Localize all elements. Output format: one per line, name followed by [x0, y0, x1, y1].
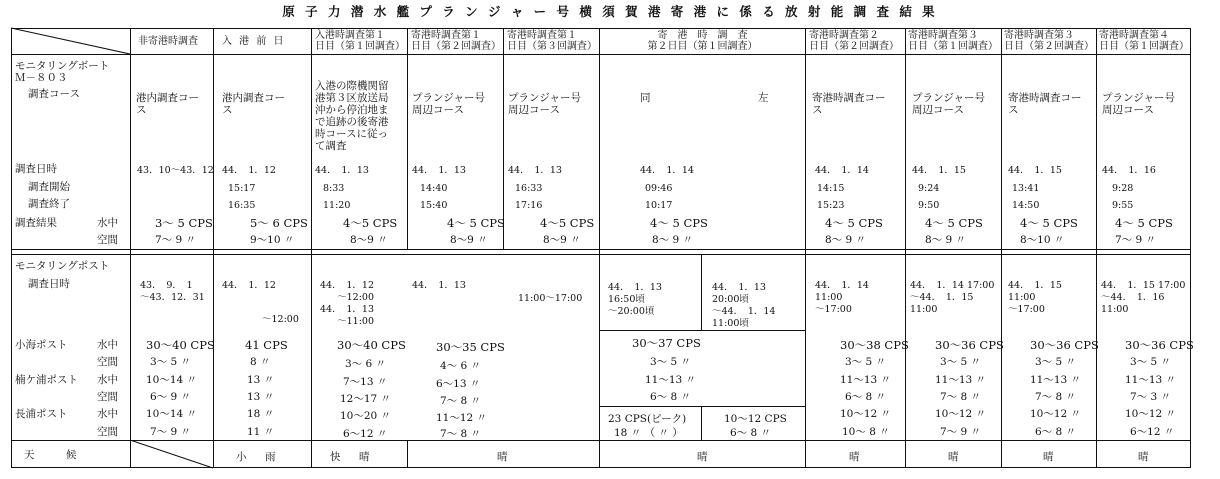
- col-line: [130, 28, 131, 468]
- koumi-water-col1: 30～40 CPS: [146, 338, 215, 352]
- naga-air-col3: 6～12 〃: [343, 428, 388, 440]
- end-col5: 17:16: [515, 200, 543, 211]
- air-col7: 8～ 9 〃: [825, 234, 867, 246]
- col6-left-peak: 23 CPS(ピーク): [608, 413, 687, 425]
- col-line: [213, 28, 214, 468]
- post-kusu-air: 空間: [97, 391, 118, 403]
- weather-col7: 晴: [849, 451, 860, 463]
- date-col4: 44． 1．13: [412, 165, 466, 176]
- end-col8: 9:50: [918, 200, 940, 211]
- end-col4: 15:40: [420, 200, 448, 211]
- course-col6-left: 左: [758, 92, 769, 104]
- kusu-water-col2: 13 〃: [247, 374, 275, 386]
- col6-right-water: 10～12 CPS: [724, 413, 787, 425]
- boat-label: モニタリングボート: [15, 60, 110, 72]
- weather-col3: 快 晴: [330, 451, 374, 463]
- end-col7: 15:23: [817, 200, 845, 211]
- start-col2: 15:17: [228, 183, 256, 194]
- col-line: [701, 406, 702, 440]
- air-col5: 8～9 〃: [543, 234, 581, 246]
- post-date-col4-time: 11:00～17:00: [518, 293, 583, 304]
- koumi-water-col4: 30～35 CPS: [436, 340, 505, 354]
- post-date-label: 調査日時: [28, 278, 70, 290]
- header-col9: 寄港時調査第３ 日目（第２回調査）: [1004, 30, 1094, 52]
- start-col5: 16:33: [515, 183, 543, 194]
- course-col1: 港内調査コー ス: [136, 92, 199, 116]
- course-col7: 寄港時調査コー ス: [812, 92, 886, 116]
- kusu-water-col3: 7～13 〃: [343, 376, 388, 388]
- result-label: 調査結果: [15, 217, 57, 229]
- weather-col9: 晴: [1043, 451, 1054, 463]
- post-date-col4-date: 44． 1．13: [412, 280, 466, 291]
- koumi-air-col1: 3～ 5 〃: [150, 356, 192, 368]
- post-koumi-water: 水中: [97, 339, 118, 351]
- col-line: [1001, 28, 1002, 468]
- document-title: 原 子 力 潜 水 艦 プ ラ ン ジ ャ ー 号 横 須 賀 港 寄 港 に 係 る 放 射 能 調 査 結 果: [282, 4, 938, 19]
- post-date-col8: 44． 1．14 17:00 ～44． 1．15 11:00: [910, 280, 995, 315]
- koumi-air-col6: 3～ 5 〃: [650, 356, 692, 368]
- kusu-water-col1: 10～14 〃: [146, 374, 198, 386]
- air-col6: 8～ 9 〃: [652, 234, 694, 246]
- koumi-water-col8: 30～36 CPS: [935, 338, 1004, 352]
- naga-water-col7: 10～12 〃: [840, 408, 892, 420]
- course-label: 調査コース: [28, 88, 80, 100]
- koumi-air-col4: 4～ 6 〃: [440, 360, 482, 372]
- kusu-water-col8: 11～13 〃: [935, 374, 987, 386]
- kusu-air-col9: 7～ 8 〃: [1035, 391, 1077, 403]
- naga-water-col3: 10～20 〃: [340, 410, 392, 422]
- kusu-air-col8: 7～ 8 〃: [940, 391, 982, 403]
- post-date-col6-left: 44． 1．13 16:50頃 ～20:00頃: [608, 282, 662, 317]
- weather-label: 天 候: [24, 449, 77, 461]
- col-line: [905, 28, 906, 468]
- course-col2: 港内調査コー ス: [222, 92, 285, 116]
- koumi-water-col9: 30～36 CPS: [1030, 338, 1099, 352]
- col-line: [407, 28, 408, 249]
- course-col9: 寄港時調査コー ス: [1008, 92, 1082, 116]
- end-col10: 9:55: [1112, 200, 1134, 211]
- weather-col4: 晴: [497, 451, 508, 463]
- koumi-water-col10: 30～36 CPS: [1125, 338, 1194, 352]
- date-col1: 43．10～43．12: [137, 165, 214, 176]
- kusu-water-col9: 11～13 〃: [1030, 374, 1082, 386]
- post-kusu-label: 楠ケ浦ポスト: [15, 374, 78, 386]
- post-naga-label: 長浦ポスト: [15, 408, 68, 420]
- start-label: 調査開始: [28, 181, 70, 193]
- col-line: [407, 440, 408, 468]
- naga-air-col1: 7～ 9 〃: [150, 426, 192, 438]
- header-col2: 入 港 前 日: [222, 36, 286, 47]
- kusu-air-col4: 7～ 8 〃: [440, 395, 482, 407]
- cell-line: [599, 330, 805, 331]
- start-col9: 13:41: [1012, 183, 1040, 194]
- water-col8: 4～ 5 CPS: [925, 216, 983, 230]
- koumi-air-col7: 3～ 5 〃: [845, 356, 887, 368]
- course-col6-same: 同: [640, 92, 651, 104]
- cell-line: [599, 406, 805, 407]
- water-col1: 3～ 5 CPS: [155, 216, 213, 230]
- naga-air-col8: 7～ 9 〃: [940, 426, 982, 438]
- air-col10: 7～ 9 〃: [1115, 234, 1157, 246]
- start-col4: 14:40: [420, 183, 448, 194]
- end-label: 調査終了: [28, 198, 70, 210]
- start-col10: 9:28: [1112, 183, 1134, 194]
- air-col2: 9～10 〃: [250, 234, 295, 246]
- end-col2: 16:35: [228, 200, 256, 211]
- naga-air-col10: 6～12 〃: [1130, 426, 1175, 438]
- post-section-label: モニタリングポスト: [15, 260, 110, 272]
- water-col7: 4～ 5 CPS: [825, 216, 883, 230]
- water-col9: 4～ 5 CPS: [1020, 216, 1078, 230]
- water-col4: 4～ 5 CPS: [447, 216, 505, 230]
- end-col9: 14:50: [1012, 200, 1040, 211]
- koumi-air-col3: 3～ 6 〃: [345, 358, 387, 370]
- kusu-water-col4: 6～13 〃: [436, 378, 481, 390]
- post-kusu-water: 水中: [97, 374, 118, 386]
- koumi-air-col9: 3～ 5 〃: [1035, 356, 1077, 368]
- kusu-air-col6: 6～ 8 〃: [650, 391, 692, 403]
- water-col10: 4～ 5 CPS: [1115, 216, 1173, 230]
- header-row-line: [11, 54, 1191, 55]
- boat-id: Ｍ－８０３: [15, 72, 68, 84]
- col-line: [1096, 28, 1097, 468]
- kusu-air-col1: 6～ 9 〃: [150, 391, 192, 403]
- course-col8: プランジャー号 周辺コース: [912, 92, 986, 116]
- date-col3: 44． 1．13: [315, 165, 369, 176]
- section-line: [11, 254, 1191, 255]
- section-line: [11, 249, 1191, 250]
- weather-col8: 晴: [948, 451, 959, 463]
- kusu-water-col7: 11～13 〃: [840, 374, 892, 386]
- air-col8: 8～ 9 〃: [925, 234, 967, 246]
- naga-air-col2: 11 〃: [247, 426, 275, 438]
- post-naga-water: 水中: [97, 408, 118, 420]
- air-col1: 7～ 9 〃: [155, 234, 197, 246]
- water-label: 水中: [97, 217, 118, 229]
- koumi-water-col6: 30～37 CPS: [632, 336, 701, 350]
- col-line: [701, 254, 702, 330]
- water-col5: 4～5 CPS: [540, 216, 595, 230]
- end-col3: 11:20: [323, 200, 351, 211]
- koumi-water-col2: 41 CPS: [245, 338, 288, 352]
- kusu-air-col3: 12～17 〃: [340, 393, 392, 405]
- air-label: 空間: [97, 234, 118, 246]
- water-col6: 4～ 5 CPS: [650, 216, 708, 230]
- date-col8: 44． 1．15: [912, 165, 966, 176]
- post-date-col10: 44． 1．15 17:00 ～44． 1．16 11:00: [1101, 280, 1186, 315]
- weather-col6: 晴: [697, 451, 708, 463]
- end-col6: 10:17: [645, 200, 673, 211]
- col-line: [311, 28, 312, 468]
- post-date-col9: 44． 1．15 11:00 ～17:00: [1008, 280, 1062, 315]
- naga-water-col9: 10～12 〃: [1030, 408, 1082, 420]
- col-line: [599, 28, 600, 468]
- header-col6: 寄 港 時 調 査 第２日目（第１回調査）: [647, 30, 758, 52]
- header-col4: 寄港時調査第１ 日目（第２回調査）: [411, 30, 501, 52]
- kusu-water-col6: 11～13 〃: [645, 374, 697, 386]
- course-col5: プランジャー号 周辺コース: [508, 92, 582, 116]
- kusu-water-col10: 11～13 〃: [1125, 374, 1177, 386]
- air-col9: 8～10 〃: [1020, 234, 1065, 246]
- kusu-air-col2: 13 〃: [247, 391, 275, 403]
- date-col10: 44． 1．16: [1102, 165, 1156, 176]
- kusu-air-col7: 6～ 8 〃: [845, 391, 887, 403]
- col6-left-peak-air: 18 〃 （ 〃 ）: [614, 427, 683, 439]
- course-col10: プランジャー号 周辺コース: [1102, 92, 1176, 116]
- naga-air-col9: 6～ 8 〃: [1035, 426, 1077, 438]
- koumi-water-col3: 30～40 CPS: [337, 338, 406, 352]
- koumi-air-col8: 3～ 5 〃: [940, 356, 982, 368]
- naga-air-col7: 10～ 8 〃: [842, 426, 890, 438]
- start-col3: 8:33: [323, 183, 345, 194]
- col-line: [805, 28, 806, 468]
- post-date-col3: 44． 1．12 ～12:00 44． 1．13 ～11:00: [320, 280, 374, 327]
- course-col4: プランジャー号 周辺コース: [412, 92, 486, 116]
- date-label: 調査日時: [15, 163, 57, 175]
- header-col10: 寄港時調査第４ 日目（第１回調査）: [1099, 30, 1189, 52]
- start-col7: 14:15: [817, 183, 845, 194]
- koumi-air-col10: 3～ 5 〃: [1130, 356, 1172, 368]
- air-col3: 8～9 〃: [350, 234, 388, 246]
- naga-water-col8: 10～12 〃: [935, 408, 987, 420]
- koumi-air-col2: 8 〃: [250, 356, 271, 368]
- date-col2: 44． 1．12: [222, 165, 276, 176]
- start-col6: 09:46: [645, 183, 673, 194]
- post-date-col6-right: 44． 1．13 20:00頃 ～44． 1．14 11:00頃: [712, 282, 776, 329]
- course-col3: 入港の際機関留 港第３区放送局 沖から停泊地ま で追跡の後寄港 時コースに従っ て調査: [315, 80, 389, 152]
- col6-right-air: 6～ 8 〃: [730, 427, 772, 439]
- naga-water-col2: 18 〃: [247, 408, 275, 420]
- naga-water-col1: 10～14 〃: [146, 408, 198, 420]
- post-naga-air: 空間: [97, 426, 118, 438]
- post-koumi-air: 空間: [97, 356, 118, 368]
- koumi-water-col7: 30～38 CPS: [840, 338, 909, 352]
- header-col7: 寄港時調査第２ 日目（第２回調査）: [809, 30, 899, 52]
- start-col8: 9:24: [918, 183, 940, 194]
- post-date-col2-start: 44． 1．12: [222, 280, 276, 291]
- water-col3: 4～5 CPS: [343, 216, 398, 230]
- post-koumi-label: 小海ポスト: [15, 339, 68, 351]
- header-col1: 非寄港時調査: [138, 36, 198, 47]
- naga-water-col10: 10～12 〃: [1125, 408, 1177, 420]
- water-col2: 5～ 6 CPS: [250, 216, 308, 230]
- header-col5: 寄港時調査第１ 日目（第３回調査）: [507, 30, 597, 52]
- post-date-col2-end: ～12:00: [262, 314, 299, 325]
- weather-col2: 小 雨: [236, 451, 280, 463]
- weather-col10: 晴: [1138, 451, 1149, 463]
- post-date-col1: 43． 9． 1 ～43．12．31: [140, 280, 205, 303]
- naga-air-col4: 7～ 8 〃: [440, 428, 482, 440]
- header-col3: 入港時調査第１ 日目（第１回調査）: [315, 30, 405, 52]
- kusu-air-col10: 7～ 3 〃: [1130, 391, 1172, 403]
- date-col5: 44． 1．13: [508, 165, 562, 176]
- header-col8: 寄港時調査第３ 日目（第１回調査）: [908, 30, 998, 52]
- weather-row-line: [11, 440, 1191, 441]
- naga-water-col4: 11～12 〃: [436, 412, 488, 424]
- date-col6: 44． 1．14: [640, 165, 694, 176]
- post-date-col7: 44． 1．14 11:00 ～17:00: [815, 280, 869, 315]
- date-col7: 44． 1．14: [815, 165, 869, 176]
- date-col9: 44． 1．15: [1008, 165, 1062, 176]
- air-col4: 8～9 〃: [450, 234, 488, 246]
